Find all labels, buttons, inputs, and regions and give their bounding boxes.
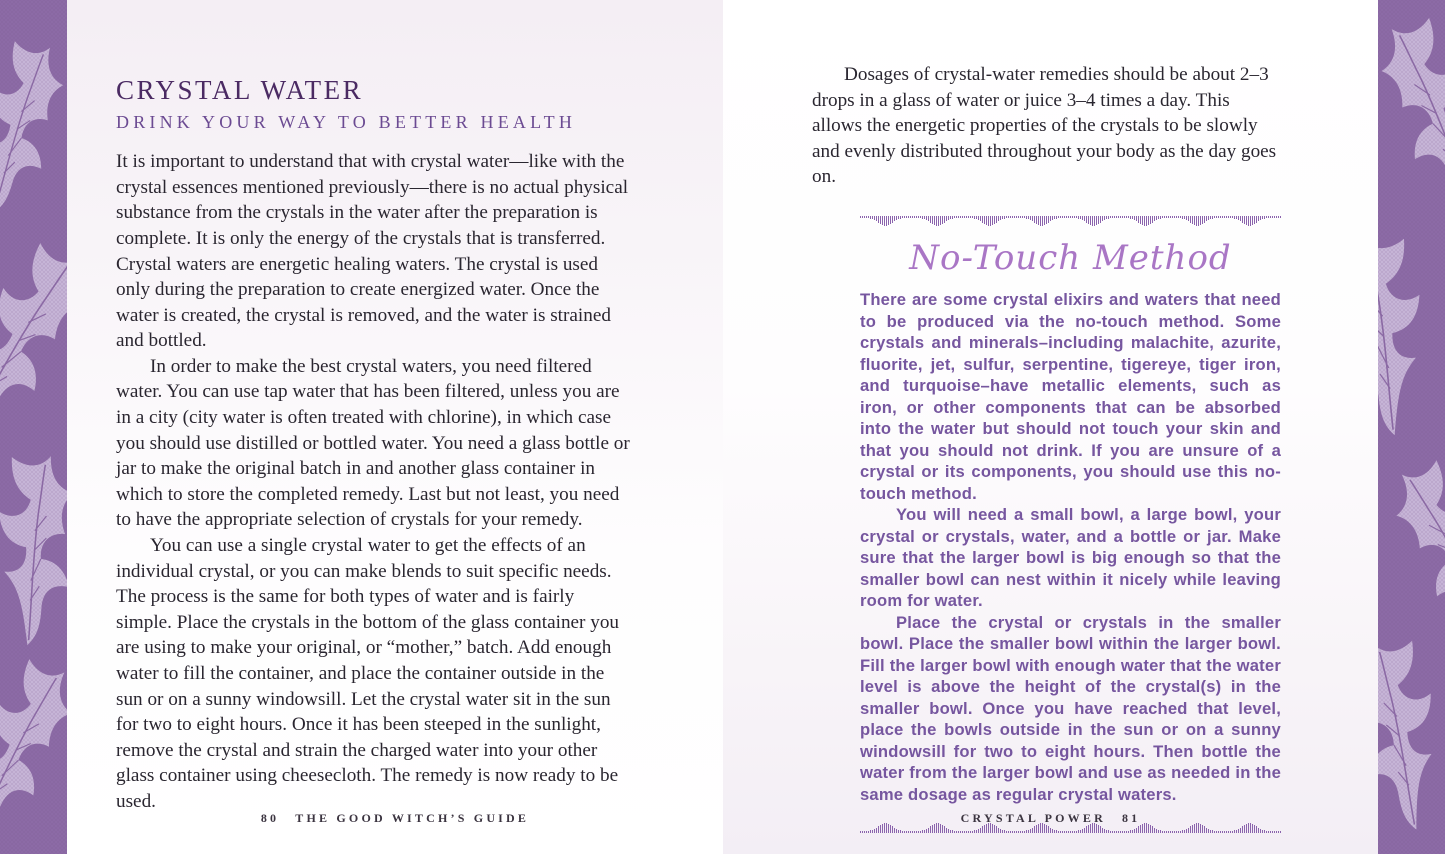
feature-paragraph: You will need a small bowl, a large bowl, your crystal or crystals, water, and a bottle or jar. Make sure that the larger bowl is big enough so that the smaller bowl can nest within it nicely while leaving room for water. (860, 505, 1281, 611)
running-title: CRYSTAL POWER (960, 811, 1106, 825)
no-touch-method-section (860, 216, 1281, 833)
feature-paragraph: There are some crystal elixirs and waters that need to be produced via the no-touch method. Some crystals and minerals–including malachite, azurite, fluorite, jet, sulfur, serpentine, tigereye, tiger iron, and turquoise–have metallic elements, such as iron, or other components that can be absorbed into the water but should not touch your skin and that you should not drink. If you are unsure of a crystal or its components, you should use this no-touch method. (860, 290, 1281, 503)
left-page (67, 0, 723, 854)
page-number: 81 (1121, 811, 1141, 825)
left-leaf-border (0, 0, 67, 854)
feature-paragraph: Place the crystal or crystals in the smaller bowl. Place the smaller bowl within the larger bowl. Fill the larger bowl with enough water that the water level is above the height of the crystal(s) in the smaller bowl. Once you have reached that level, place the bowls outside in the sun or on a sunny windowsill for two to eight hours. Then bottle the water from the larger bowl and use as needed in the same dosage as regular crystal waters. (860, 612, 1281, 804)
decorative-divider-icon (860, 216, 1281, 228)
feature-heading: No-Touch Method (909, 237, 1232, 278)
right-page-footer (723, 811, 1378, 826)
left-page-footer (67, 811, 723, 826)
body-paragraph: Dosages of crystal-water remedies should be about 2–3 drops in a glass of water or juice 3–4 times a day. This allows the energetic properties of the crystals to be slowly and evenly distributed throughout your body as the day goes on. (812, 64, 1277, 188)
running-title: THE GOOD WITCH’S GUIDE (295, 811, 530, 825)
body-paragraph: It is important to understand that with crystal water—like with the crystal essences mentioned previously—there is no actual physical substance from the crystals in the water after the preparation is complete. It is only the energy of the crystals that is transferred. Crystal waters are energetic healing waters. The crystal is used only during the preparation to create energized water. Once the water is created, the crystal is removed, and the water is strained and bottled. (116, 151, 629, 352)
page-subtitle: DRINK YOUR WAY TO BETTER HEALTH (116, 112, 577, 133)
page-title: CRYSTAL WATER (116, 75, 364, 105)
body-paragraph: In order to make the best crystal waters, you need filtered water. You can use tap water that has been filtered, unless you are in a city (city water is often treated with chlorine), in which case you should use distilled or bottled water. You need a glass bottle or jar to make the original batch in and another glass container in which to store the completed remedy. Last but not least, you need to have the appropriate selection of crystals for your remedy. (116, 355, 630, 531)
page-number: 80 (260, 811, 280, 825)
body-paragraph: You can use a single crystal water to get the effects of an individual crystal, or you can make blends to suit specific needs. The process is the same for both types of water and is fairly simple. Place the crystals in the bottom of the glass container you are using to make your original, or “mother,” batch. Add enough water to fill the container, and place the container outside in the sun or on a sunny windowsill. Let the crystal water sit in the sun for two to eight hours. Once it has been steeped in the sunlight, remove the crystal and strain the charged water into your other glass container using cheesecloth. The remedy is now ready to be used. (116, 535, 620, 812)
right-page (723, 0, 1378, 854)
right-leaf-border (1378, 0, 1445, 854)
